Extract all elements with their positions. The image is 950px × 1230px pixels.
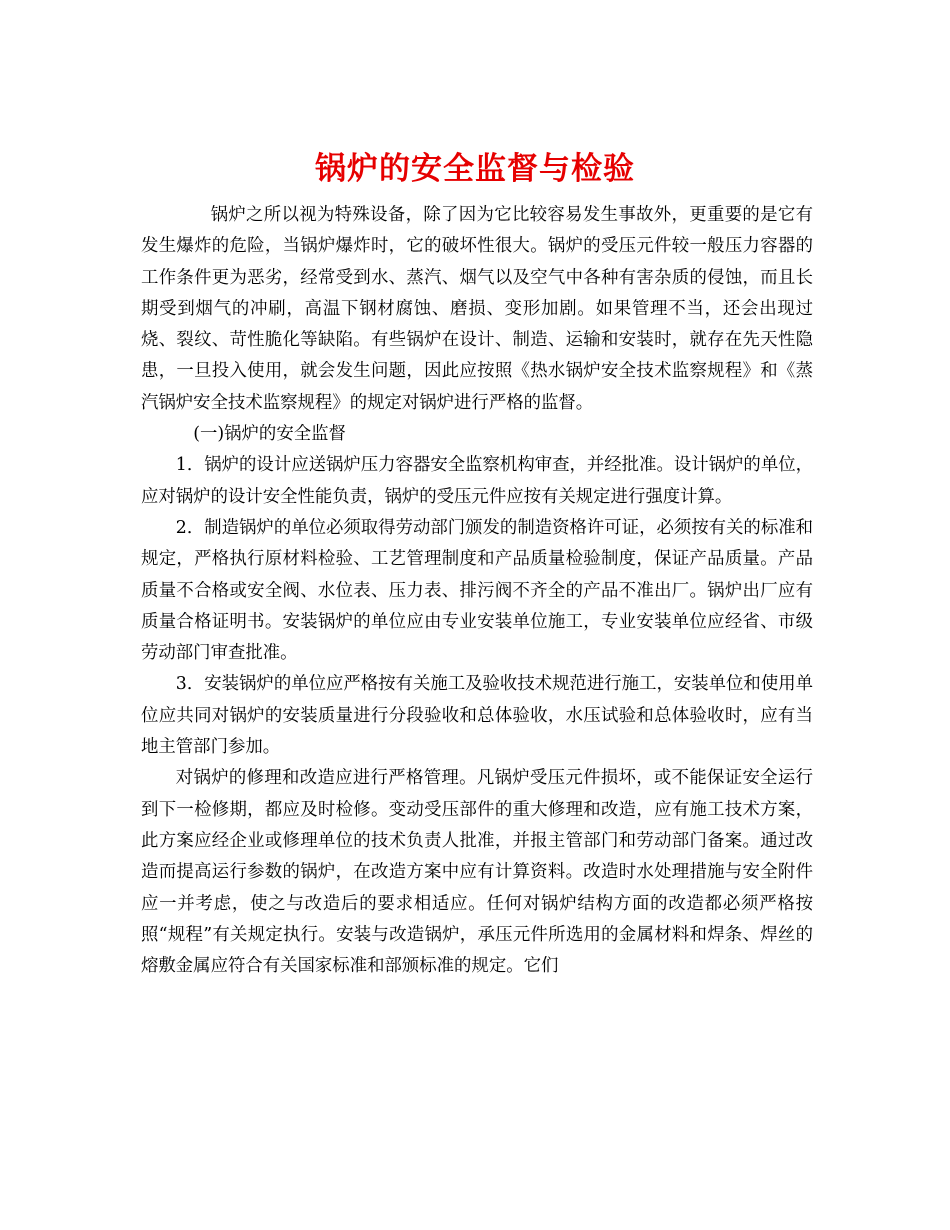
section-heading: (一)锅炉的安全监督 (193, 424, 346, 445)
paragraph-item-1: 1．锅炉的设计应送锅炉压力容器安全监察机构审查，并经批准。设计锅炉的单位，应对锅炉的设计安全性能负责，锅炉的受压元件应按有关规定进行强度计算。 (141, 455, 813, 507)
paragraph-intro: 锅炉之所以视为特殊设备，除了因为它比较容易发生事故外，更重要的是它有发生爆炸的危险，当锅炉爆炸时，它的破坏性很大。锅炉的受压元件较一般压力容器的工作条件更为恶劣，经常受到水、蒸汽、烟气以及空气中各种有害杂质的侵蚀，而且长期受到烟气的冲刷，高温下钢材腐蚀、磨损、变形加剧。如果管理不当，还会出现过烧、裂纹、苛性脆化等缺陷。有些锅炉在设计、制造、运输和安装时，就存在先天性隐患，一旦投入使用，就会发生问题，因此应按照《热水锅炉安全技术监察规程》和《蒸汽锅炉安全技术监察规程》的规定对锅炉进行严格的监督。 (141, 205, 813, 413)
paragraph-item-2: 2．制造锅炉的单位必须取得劳动部门颁发的制造资格许可证，必须按有关的标准和规定，严格执行原材料检验、工艺管理制度和产品质量检验制度，保证产品质量。产品质量不合格或安全阀、水位表、压力表、排污阀不齐全的产品不准出厂。锅炉出厂应有质量合格证明书。安装锅炉的单位应由专业安装单位施工，专业安装单位应经省、市级劳动部门审查批准。 (141, 517, 813, 664)
paragraph-repair: 对锅炉的修理和改造应进行严格管理。凡锅炉受压元件损坏，或不能保证安全运行到下一检修期，都应及时检修。变动受压部件的重大修理和改造，应有施工技术方案，此方案应经企业或修理单位的技术负责人批准，并报主管部门和劳动部门备案。通过改造而提高运行参数的锅炉，在改造方案中应有计算资料。改造时水处理措施与安全附件应一并考虑，使之与改造后的要求相适应。任何对锅炉结构方面的改造都必须严格按照“规程”有关规定执行。安装与改造锅炉，承压元件所选用的金属材料和焊条、焊丝的熔敷金属应符合有关国家标准和部颁标准的规定。它们 (141, 768, 813, 977)
document-body (141, 200, 813, 982)
paragraph-item-3: 3．安装锅炉的单位应严格按有关施工及验收技术规范进行施工，安装单位和使用单位应共同对锅炉的安装质量进行分段验收和总体验收，水压试验和总体验收时，应有当地主管部门参加。 (141, 674, 813, 758)
document-title: 锅炉的安全监督与检验 (315, 150, 635, 187)
